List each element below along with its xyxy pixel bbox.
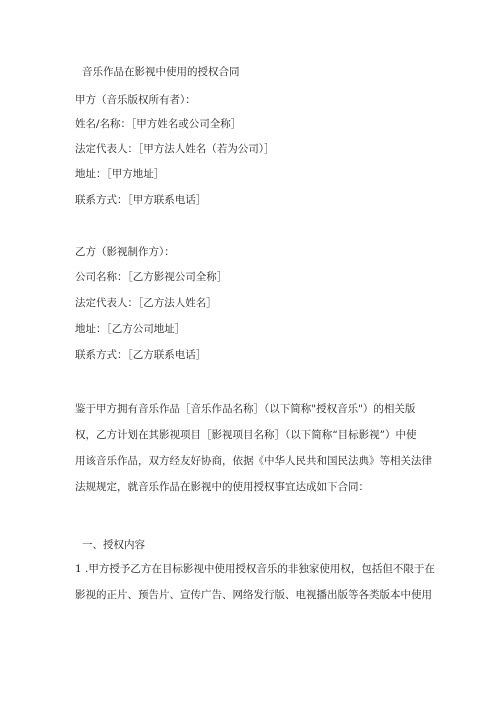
preamble-line: 用该音乐作品，双方经友好协商，依据《中华人民共和国民法典》等相关法律: [75, 455, 432, 467]
party-a-contact: 联系方式：［甲方联系电话］: [75, 194, 207, 206]
preamble-line: 鉴于甲方拥有音乐作品［音乐作品名称］（以下简称"授权音乐"）的相关版: [75, 403, 416, 415]
party-b-name: 公司名称：［乙方影视公司全称］: [75, 271, 228, 283]
doc-title: 音乐作品在影视中使用的授权合同: [82, 66, 240, 78]
party-a-address: 地址：［甲方地址］: [75, 168, 165, 180]
party-a-rep: 法定代表人：［甲方法人姓名（若为公司）］: [75, 143, 275, 155]
party-a-name: 姓名/名称：［甲方姓名或公司全称］: [75, 118, 242, 130]
party-b-rep: 法定代表人：［乙方法人姓名］: [75, 297, 217, 309]
party-b-address: 地址：［乙方公司地址］: [75, 323, 186, 335]
section-heading: 一、授权内容: [82, 539, 145, 551]
party-a-heading: 甲方（音乐版权所有者）：: [75, 94, 196, 106]
party-b-heading: 乙方（影视制作方）：: [75, 246, 175, 258]
party-b-contact: 联系方式：［乙方联系电话］: [75, 349, 207, 361]
preamble-line: 法规规定，就音乐作品在影视中的使用授权事宜达成如下合同：: [75, 481, 369, 493]
clause-line: 1 .甲方授予乙方在目标影视中使用授权音乐的非独家使用权，包括但不限于在: [75, 563, 435, 575]
preamble-line: 权，乙方计划在其影视项目［影视项目名称］（以下简称“目标影视”）中使: [75, 429, 417, 441]
clause-line: 影视的正片、预告片、宣传广告、网络发行版、电视播出版等各类版本中使用: [75, 589, 432, 601]
